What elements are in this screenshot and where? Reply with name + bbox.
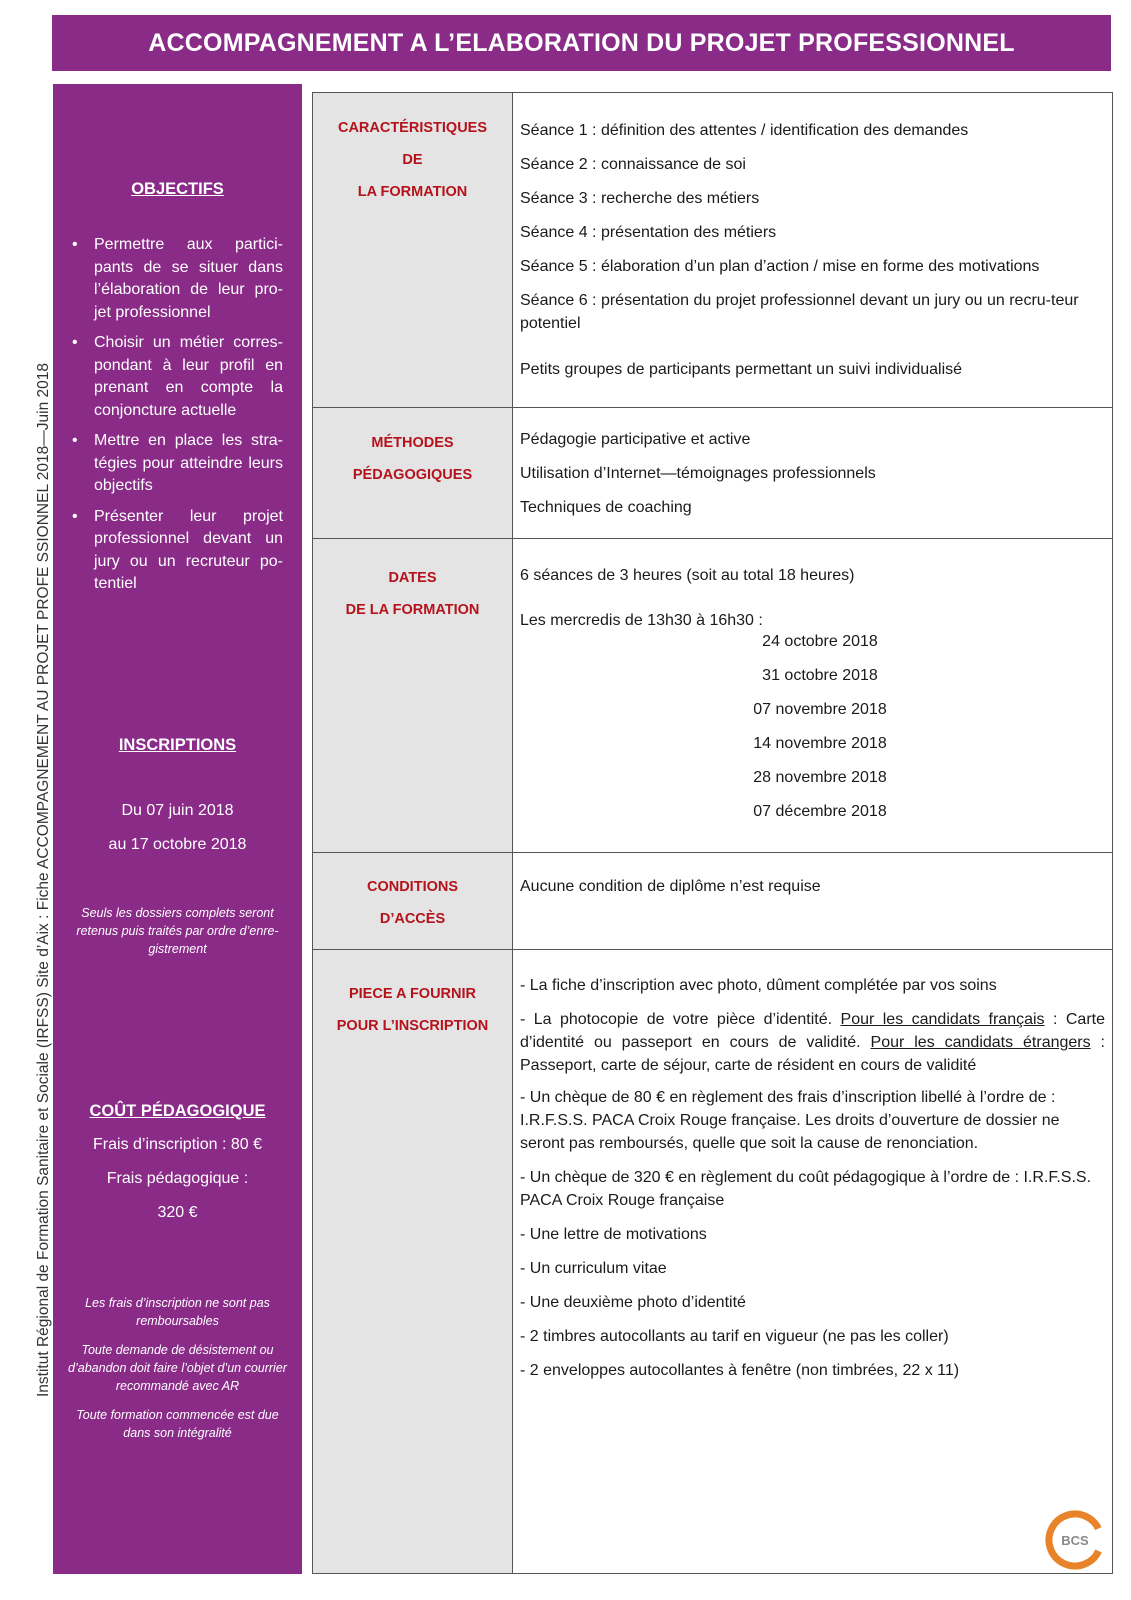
conditions-label: CONDITIONS D’ACCÈS: [366, 879, 459, 927]
inscriptions-note: Seuls les dossiers complets seront retenus puis traités par ordre d’enre-gistrement: [76, 906, 279, 956]
caracteristiques-label: CARACTÉRISTIQUES DE LA FORMATION: [337, 120, 488, 200]
piece-item: - Une deuxième photo d’identité: [520, 1294, 746, 1311]
cost-heading: COÛT PÉDAGOGIQUE: [89, 1102, 266, 1120]
methode-item: Pédagogie participative et active: [520, 431, 751, 448]
seance-5: Séance 5 : élaboration d’un plan d’action / mise en forme des motivations: [520, 258, 1040, 275]
objectives-list: [68, 234, 283, 604]
info-table: [312, 92, 1113, 1574]
session-date: 28 novembre 2018: [753, 769, 887, 786]
row-divider: [313, 538, 1112, 539]
row-divider: [313, 852, 1112, 853]
vertical-caption: Institut Régional de Formation Sanitaire et Sociale (IRFSS) Site d’Aix : Fiche ACCOMPAGNEMENT AU PROJET PROFE SSIONNEL 2018—Juin 2018: [35, 362, 52, 1398]
label-column: [313, 93, 513, 1573]
methodes-label: MÉTHODES PÉDAGOGIQUES: [352, 435, 473, 483]
piece-item: - Un curriculum vitae: [520, 1260, 667, 1277]
piece-item: - 2 enveloppes autocollantes à fenêtre (non timbrées, 22 x 11): [520, 1362, 960, 1379]
piece-item: - Une lettre de motivations: [520, 1226, 707, 1243]
cost-inscription: Frais d’inscription : 80 €: [93, 1136, 262, 1153]
piece-item: - Un chèque de 80 € en règlement des frais d’inscription libellé à l’ordre de : I.R.F.S.S. PACA Croix Rouge française. Les droits d’ouverture de dossier ne seront pas remboursés, quelle que soit la cause de renonciation.: [520, 1089, 1060, 1152]
page-title: ACCOMPAGNEMENT A L’ELABORATION DU PROJET PROFESSIONNEL: [52, 15, 1111, 71]
seance-4: Séance 4 : présentation des métiers: [520, 224, 777, 241]
piece-item: - Un chèque de 320 € en règlement du coût pédagogique à l’ordre de : I.R.F.S.S. PACA Croix Rouge française: [520, 1169, 1092, 1209]
session-date: 07 décembre 2018: [753, 803, 887, 820]
methode-item: Techniques de coaching: [520, 499, 692, 516]
dates-summary: 6 séances de 3 heures (soit au total 18 heures): [520, 567, 855, 584]
dates-schedule: Les mercredis de 13h30 à 16h30 :: [520, 612, 763, 629]
inscriptions-heading: INSCRIPTIONS: [118, 736, 237, 754]
seance-3: Séance 3 : recherche des métiers: [520, 190, 760, 207]
inscriptions-to: au 17 octobre 2018: [108, 836, 247, 853]
objective-item: • Présenter leur projet professionnel devant un jury ou un recruteur po-tentiel: [72, 507, 283, 592]
seance-6: Séance 6 : présentation du projet professionnel devant un jury ou un recru-teur potentiel: [520, 292, 1079, 332]
bullet-icon: •: [72, 334, 78, 351]
conditions-text: Aucune condition de diplôme n’est requise: [520, 878, 821, 895]
session-date: 14 novembre 2018: [753, 735, 887, 752]
fees-note: Les frais d’inscription ne sont pas remboursables: [85, 1296, 270, 1328]
objective-item: • Mettre en place les stra-tégies pour atteindre leurs objectifs: [72, 432, 283, 494]
pieces-label: PIECE A FOURNIR POUR L’INSCRIPTION: [336, 986, 489, 1034]
bcs-ring-icon: [1043, 1508, 1107, 1572]
piece-item: - La fiche d’inscription avec photo, dûment complétée par vos soins: [520, 977, 997, 994]
piece-item: - La photocopie de votre pièce d’identité. Pour les candidats français : Carte d’identité ou passeport en cours de validité. Pour les candidats étrangers : Passeport, carte de séjour, carte de résident en cours de validité: [520, 1011, 1106, 1074]
inscriptions-from: Du 07 juin 2018: [121, 802, 234, 819]
cost-pedagogique-value: 320 €: [157, 1204, 198, 1221]
objectives-heading: OBJECTIFS: [131, 180, 224, 198]
piece-item: - 2 timbres autocollants au tarif en vigueur (ne pas les coller): [520, 1328, 949, 1345]
objective-item: • Permettre aux partici-pants de se situer dans l’élaboration de leur pro-jet professionnel: [72, 236, 283, 321]
bcs-logo-text: BCS: [1061, 1533, 1089, 1548]
session-date: 24 octobre 2018: [762, 633, 878, 650]
row-divider: [313, 949, 1112, 950]
methode-item: Utilisation d’Internet—témoignages professionnels: [520, 465, 876, 482]
bullet-icon: •: [72, 236, 78, 253]
row-divider: [313, 407, 1112, 408]
commitment-note: Toute formation commencée est due dans son intégralité: [76, 1408, 279, 1440]
seance-1: Séance 1 : définition des attentes / identification des demandes: [520, 122, 969, 139]
session-date: 31 octobre 2018: [762, 667, 878, 684]
withdrawal-note: Toute demande de désistement ou d’abandon doit faire l’objet d’un courrier recommandé avec AR: [68, 1343, 287, 1393]
dates-label: DATES DE LA FORMATION: [345, 570, 480, 618]
bullet-icon: •: [72, 507, 78, 525]
cost-pedagogique-label: Frais pédagogique :: [106, 1170, 249, 1187]
groups-text: Petits groupes de participants permettant un suivi individualisé: [520, 361, 963, 378]
sidebar: [53, 84, 302, 1574]
session-date: 07 novembre 2018: [753, 701, 887, 718]
bullet-icon: •: [72, 432, 78, 449]
objective-item: • Choisir un métier corres-pondant à leur profil en prenant en compte la conjoncture actuelle: [72, 334, 283, 419]
seance-2: Séance 2 : connaissance de soi: [520, 156, 746, 173]
bcs-logo: [1043, 1508, 1107, 1572]
